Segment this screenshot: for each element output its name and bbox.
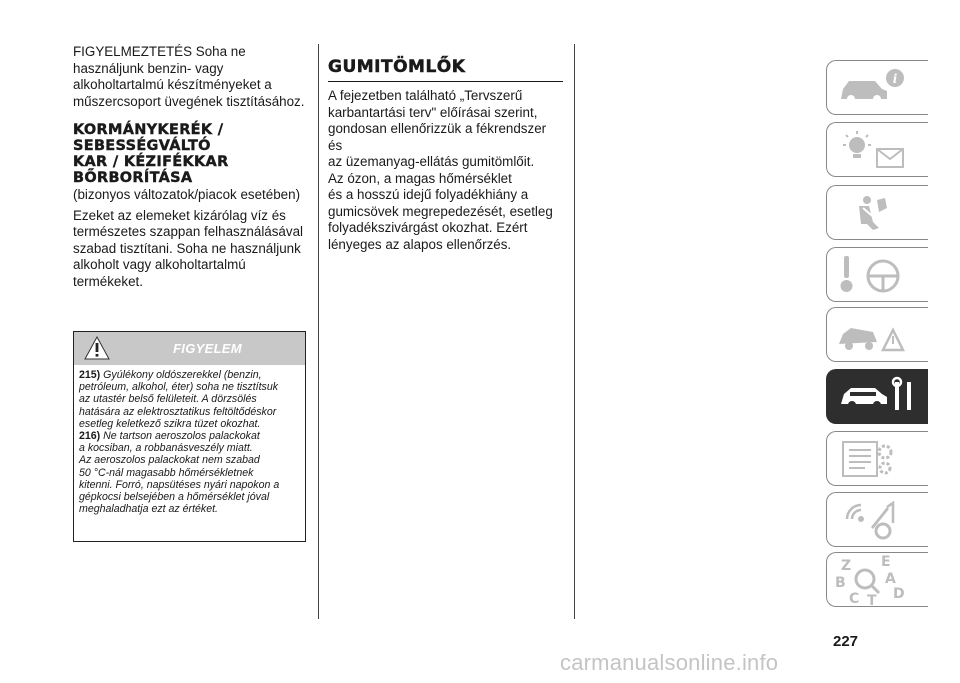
section-heading-line: KAR / KÉZIFÉKKAR xyxy=(73,154,229,170)
signal-music-icon xyxy=(827,493,929,548)
warning-body xyxy=(74,365,305,515)
note-line: a kocsiban, a robbanásveszély miatt. xyxy=(79,442,253,455)
key-steering-wheel-icon xyxy=(827,248,929,303)
body-line: lényeges az alapos ellenőrzés. xyxy=(328,236,512,252)
body-line: szabad tisztítani. Soha ne használjunk xyxy=(73,240,301,256)
body-line: alkoholt vagy alkoholtartalmú xyxy=(73,257,246,272)
body-line: karbantartási terv" előírásai szerint, xyxy=(328,104,538,120)
index-letter: T xyxy=(867,593,877,608)
body-line: Az ózon, a magas hőmérséklet xyxy=(328,170,512,186)
body-line: Ezeket az elemeket kizárólag víz és xyxy=(73,207,286,223)
crash-warning-icon xyxy=(827,308,929,363)
body-line: A fejezetben található „Tervszerű xyxy=(328,88,523,103)
note-line: 50 °C-nál magasabb hőmérsékletnek xyxy=(79,466,254,479)
tab-airbag[interactable] xyxy=(826,185,928,240)
body-line: az üzemanyag-ellátás gumitömlőit. xyxy=(328,154,535,169)
tab-driving[interactable] xyxy=(826,247,928,302)
tab-specs[interactable] xyxy=(826,431,928,486)
intro-line: alkoholtartalmú készítményeket a xyxy=(73,77,272,92)
note-line: esetleg keletkező szikra tüzet okozhat. xyxy=(79,417,261,430)
applicability-note: (bizonyos változatok/piacok esetében) xyxy=(73,187,301,202)
note-number: 215) xyxy=(79,369,101,381)
note-line: az utastér belső felületeit. A dörzsölés xyxy=(79,393,257,406)
note-line: Ne tartson aeroszolos palackokat xyxy=(103,430,260,443)
page-number: 227 xyxy=(832,633,859,650)
tab-safety[interactable] xyxy=(826,122,928,177)
index-letter: A xyxy=(885,571,896,587)
svg-text:i: i xyxy=(892,72,898,86)
watermark: carmanualsonline.info xyxy=(560,650,779,675)
intro-line: FIGYELMEZTETÉS Soha ne xyxy=(73,44,246,59)
section-heading-line: BŐRBORÍTÁSA xyxy=(73,170,193,186)
index-letter: D xyxy=(893,586,905,602)
alphabet-index-icon xyxy=(827,553,929,608)
left-column xyxy=(73,44,308,290)
lights-message-icon xyxy=(827,123,929,178)
column-divider xyxy=(318,44,319,619)
tab-index[interactable] xyxy=(826,552,928,607)
warning-header xyxy=(74,332,305,365)
warning-title: FIGYELEM xyxy=(173,341,242,356)
warning-box xyxy=(73,331,306,542)
car-info-icon xyxy=(827,61,929,116)
body-line: gondosan ellenőrizzük a fékrendszer és xyxy=(328,121,547,153)
index-letter: E xyxy=(881,554,891,570)
note-line: Gyúlékony oldószerekkel (benzin, xyxy=(103,369,262,381)
note-line: petróleum, alkohol, éter) soha ne tisztítsuk xyxy=(79,381,279,394)
note-line: Az aeroszolos palackokat nem szabad xyxy=(79,454,260,467)
body-line: gumicsövek megrepedezését, esetleg xyxy=(328,203,553,219)
note-line: gépkocsi belsejében a hőmérséklet jóval xyxy=(79,491,270,504)
right-column xyxy=(328,56,563,253)
section-heading-line: KORMÁNYKERÉK / xyxy=(73,122,224,138)
specs-gear-icon xyxy=(827,432,929,487)
seat-airbag-icon xyxy=(827,186,929,241)
tab-multimedia[interactable] xyxy=(826,492,928,547)
tab-dashboard[interactable] xyxy=(826,60,928,115)
intro-line: használjunk benzin- vagy xyxy=(73,60,224,76)
note-line: kitenni. Forró, napsütéses nyári napokon a xyxy=(79,478,280,491)
index-letter: B xyxy=(835,575,846,591)
intro-line: műszercsoport üvegének tisztításához. xyxy=(73,93,305,109)
index-letter: Z xyxy=(841,558,852,574)
car-wrench-icon xyxy=(827,370,929,425)
index-letter: C xyxy=(849,591,860,607)
column-divider xyxy=(574,44,575,619)
body-line: és a hosszú idejű folyadékhiány a xyxy=(328,187,529,202)
tab-emergency[interactable] xyxy=(826,307,928,362)
body-line: természetes szappan felhasználásával xyxy=(73,224,304,239)
note-line: hatására az elektrosztatikus feltöltődéskor xyxy=(79,405,277,418)
tab-maintenance[interactable] xyxy=(826,369,928,424)
section-heading-line: SEBESSÉGVÁLTÓ xyxy=(73,138,211,154)
note-number: 216) xyxy=(79,430,101,443)
body-line: termékeket. xyxy=(73,273,143,289)
section-heading: GUMITÖMLŐK xyxy=(328,57,466,77)
note-line: meghaladhatja ezt az értéket. xyxy=(79,503,218,516)
body-line: folyadékszivárgást okozhat. Ezért xyxy=(328,220,528,235)
